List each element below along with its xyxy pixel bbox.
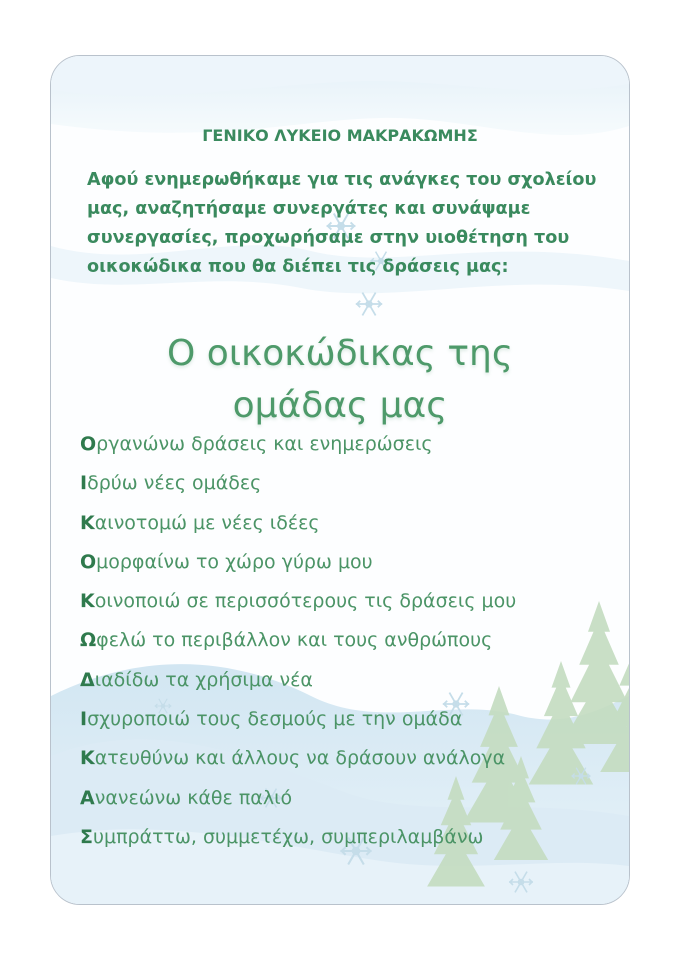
list-item [80,705,516,744]
school-name: ΓΕΝΙΚΟ ΛΥΚΕΙΟ ΜΑΚΡΑΚΩΜΗΣ [202,126,478,145]
list-item [80,626,516,665]
code-list [80,430,516,862]
list-item [80,666,516,705]
list-item [80,587,516,626]
item-initial: Κ [80,747,95,770]
item-text: σχυροποιώ τους δεσμούς με την ομάδα [87,708,463,731]
list-item [80,784,516,823]
item-initial: Ο [80,433,97,455]
item-initial: Ι [80,708,88,731]
item-text: δρύω νέες ομάδες [87,472,262,495]
item-initial: Κ [80,590,95,613]
code-title [51,328,629,432]
item-text: ατευθύνω και άλλους να δράσουν ανάλογα [94,747,506,770]
item-initial: Ο [80,550,97,573]
item-text: αινοτομώ με νέες ιδέες [94,511,320,534]
list-item [80,509,516,548]
list-item [80,744,516,783]
item-initial: Κ [80,511,95,534]
code-title-line-2: ομάδας μας [232,385,448,426]
item-text: ιαδίδω τα χρήσιμα νέα [94,668,313,691]
list-item [80,430,516,469]
item-text: ργανώνω δράσεις και ενημερώσεις [96,433,433,455]
item-initial: Δ [80,668,95,691]
item-text: φελώ το περιβάλλον και τους ανθρώπους [96,629,493,652]
item-initial: Σ [80,825,93,848]
list-item [80,469,516,508]
code-title-line-1: Ο οικοκώδικας της [167,333,513,374]
list-item [80,548,516,587]
poster-card [50,55,630,905]
item-initial: Α [80,786,95,809]
item-initial: Ι [80,472,88,495]
poster-content [51,56,629,904]
item-text: υμπράττω, συμμετέχω, συμπεριλαμβάνω [92,825,484,848]
item-initial: Ω [80,629,97,652]
list-item [80,823,516,862]
item-text: οινοποιώ σε περισσότερους τις δράσεις μου [94,590,517,613]
intro-paragraph: Αφού ενημερωθήκαμε για τις ανάγκες του σχολείου μας, αναζητήσαμε συνεργάτες και συνάψαμε συνεργασίες, προχωρήσαμε στην υιοθέτηση του οικοκώδικα που θα διέπει τις δράσεις μας: [87,170,597,277]
item-text: μορφαίνω το χώρο γύρω μου [96,550,373,573]
item-text: νανεώνω κάθε παλιό [94,786,293,809]
